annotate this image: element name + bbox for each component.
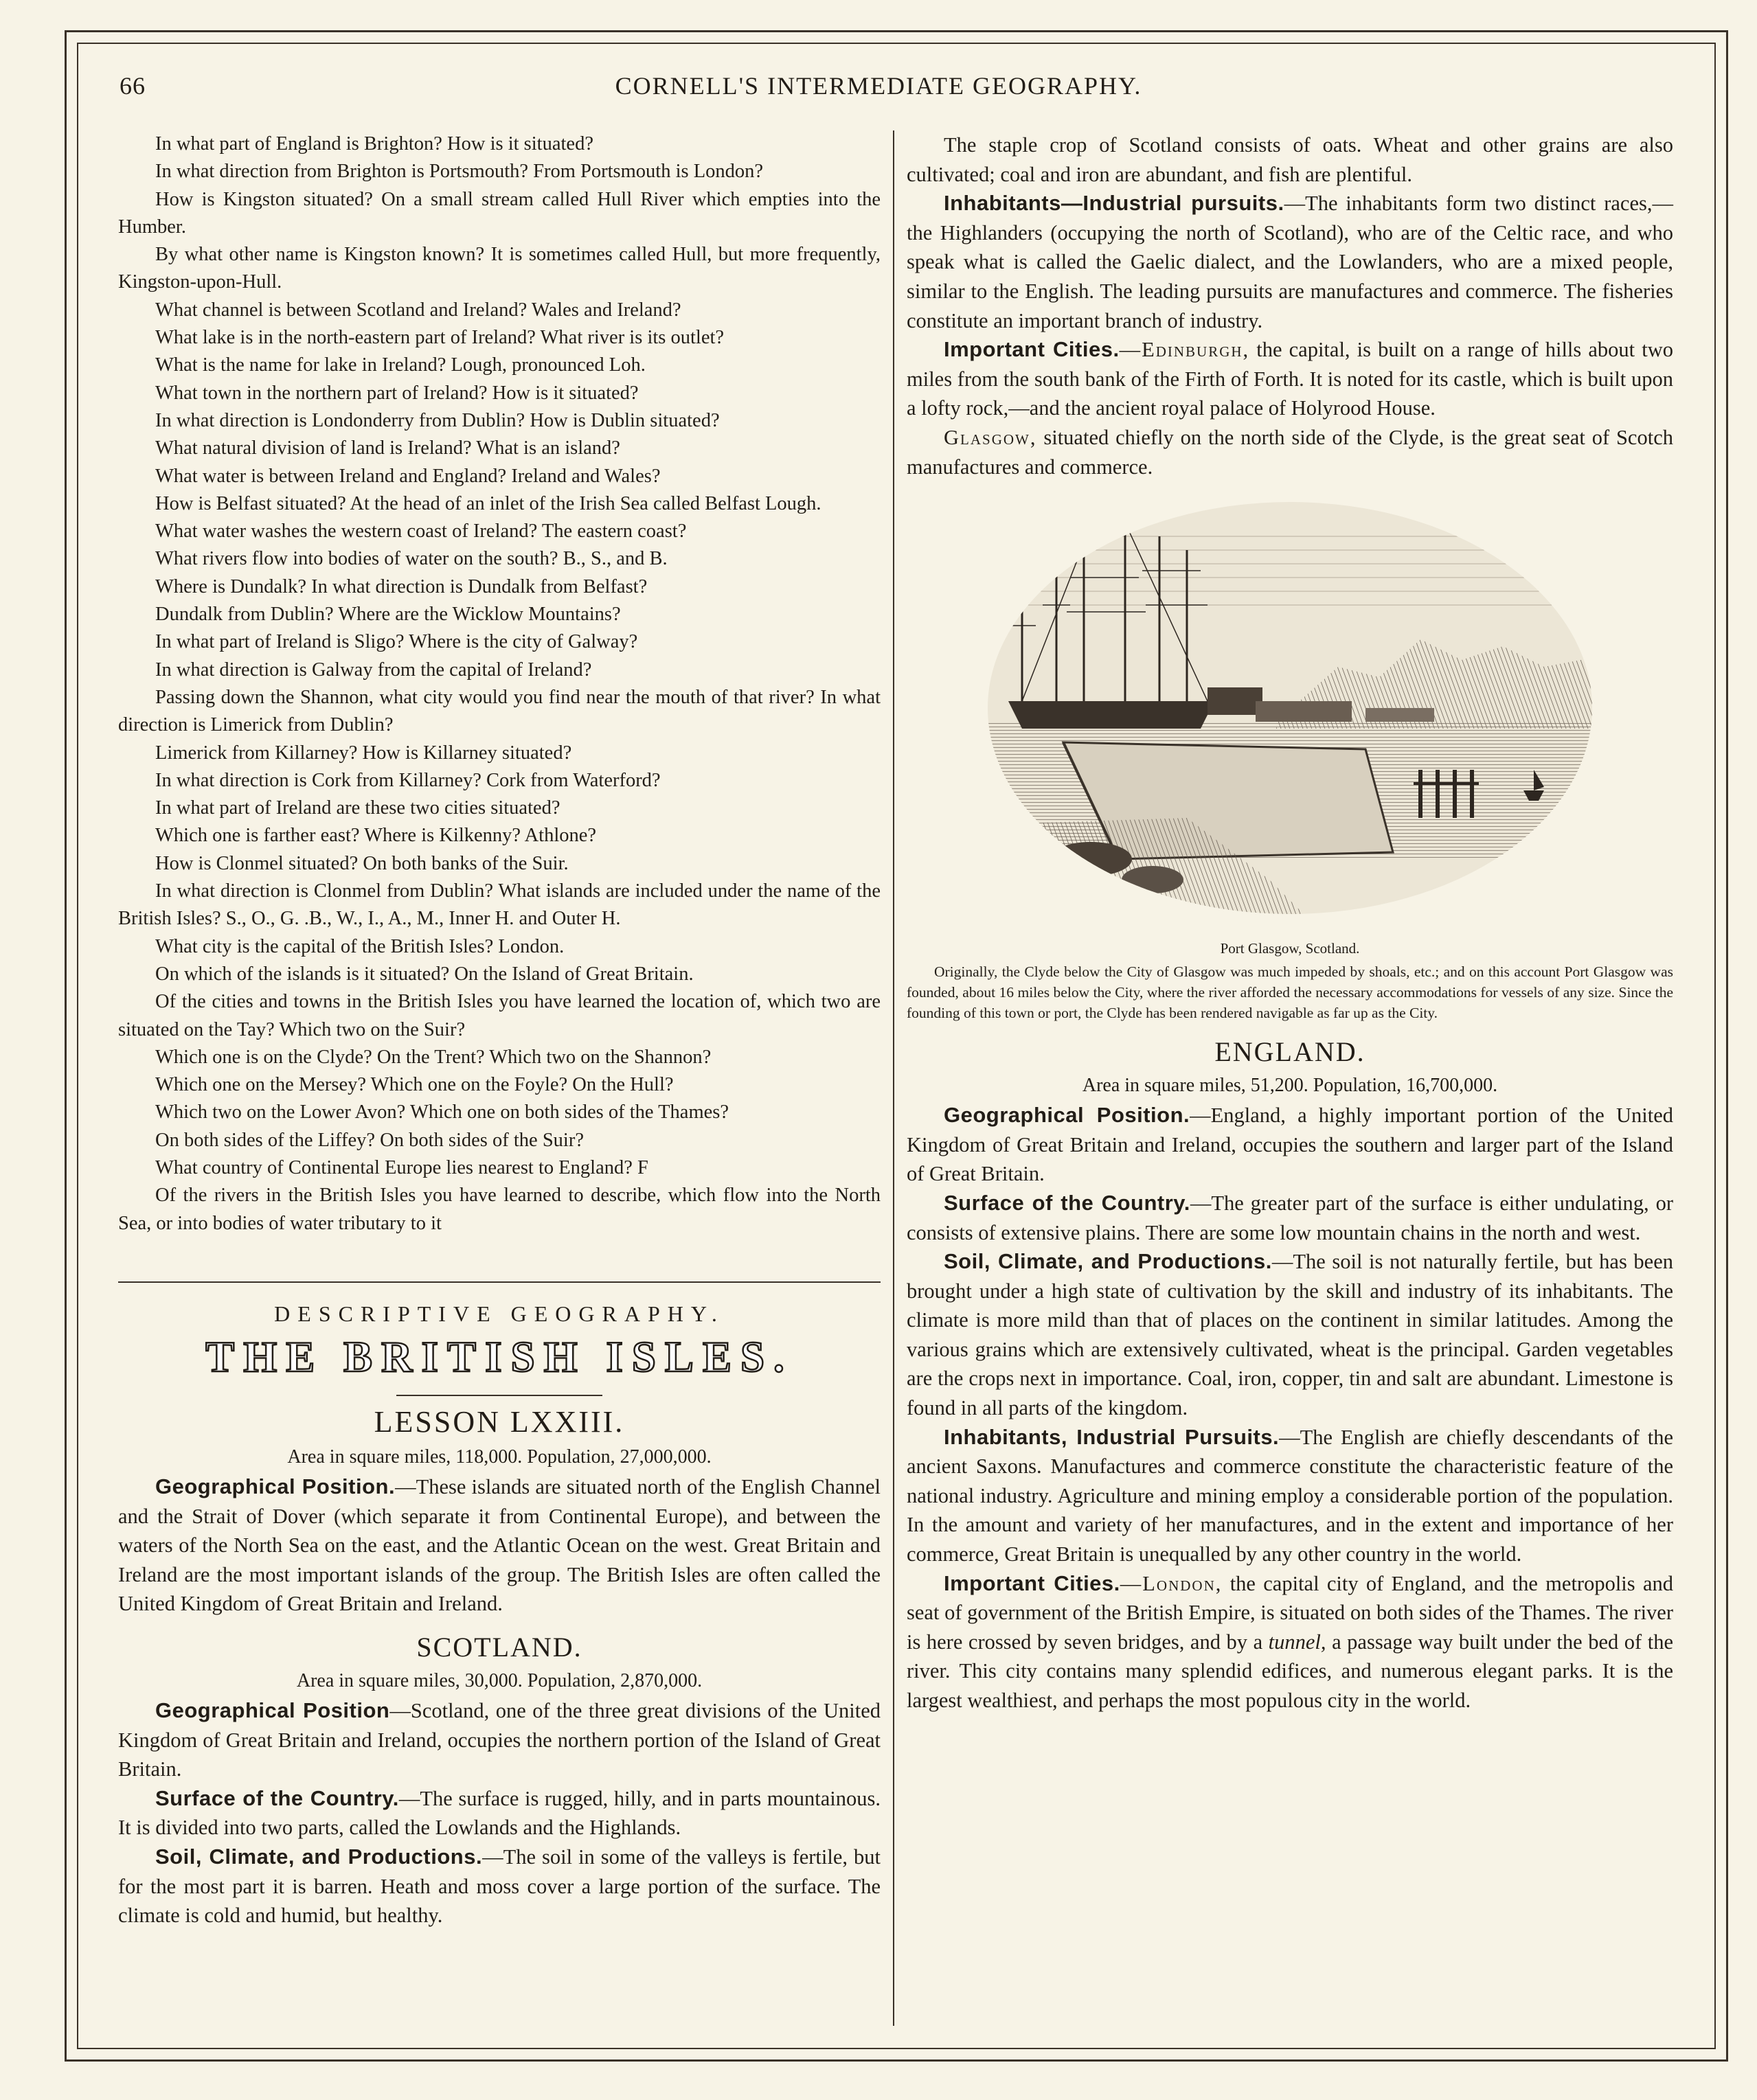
illustration-title: Port Glasgow, Scotland. xyxy=(1220,940,1360,957)
question-item: In what part of England is Brighton? How is it situated? xyxy=(155,133,593,155)
question-item: In what direction is Londonderry from Dublin? How is Dublin situated? xyxy=(155,409,720,431)
question-item: Of the cities and towns in the British Isles you have learned the location of, which two are situated on the Tay? Which two on the Suir? xyxy=(118,991,881,1040)
paragraph-lead: Surface of the Country. xyxy=(944,1190,1190,1215)
section-heading: DESCRIPTIVE GEOGRAPHY. xyxy=(274,1301,725,1326)
scotland-soil: Soil, Climate, and Productions.—The soil in some of the valleys is fertile, but for the most part it is barren. Heath and moss cover a large portion of the surface. The climate is cold and humid, but healthy. xyxy=(118,1844,881,1928)
port-glasgow-engraving xyxy=(981,495,1599,935)
question-item: Limerick from Killarney? How is Killarney situated? xyxy=(155,742,572,764)
paragraph-lead: Important Cities. xyxy=(944,1571,1120,1595)
paragraph-lead: Soil, Climate, and Productions. xyxy=(155,1844,483,1869)
question-item: Where is Dundalk? In what direction is Dundalk from Belfast? xyxy=(155,575,648,597)
question-item: Dundalk from Dublin? Where are the Wicklow Mountains? xyxy=(155,604,621,626)
title-rule xyxy=(396,1395,602,1396)
running-head: CORNELL'S INTERMEDIATE GEOGRAPHY. xyxy=(615,72,1142,100)
question-item: By what other name is Kingston known? It is sometimes called Hull, but more frequently, Kingston-upon-Hull. xyxy=(118,244,881,293)
question-item: How is Belfast situated? At the head of an inlet of the Irish Sea called Belfast Lough. xyxy=(155,492,821,514)
lesson-number: LESSON LXXIII. xyxy=(374,1405,625,1439)
section-separator xyxy=(118,1281,881,1283)
scotland-position: Geographical Position—Scotland, one of the three great divisions of the United Kingdom of Great Britain and Ireland, occupies the northern portion of the Island of Great Britain. xyxy=(118,1698,881,1781)
question-item: In what direction from Brighton is Portsmouth? From Portsmouth is London? xyxy=(155,161,764,183)
england-position: Geographical Position.—England, a highly important portion of the United Kingdom of Great Britain and Ireland, occupies the southern and larger part of the Island of Great Britain. xyxy=(907,1103,1673,1186)
scotland-inhabitants: Inhabitants—Industrial pursuits.—The inhabitants form two distinct races,—the Highlanders (occupying the north of Scotland), who are of the Celtic race, and who speak what is called the Gaelic dialect, and the Lowlanders, who are a mixed people, similar to the English. The leading pursuits are manufactures and commerce. The fisheries constitute an important branch of industry. xyxy=(907,191,1673,332)
paragraph-lead: Surface of the Country. xyxy=(155,1785,399,1810)
paragraph-lead: Geographical Position. xyxy=(155,1474,396,1498)
question-item: Passing down the Shannon, what city would you find near the mouth of that river? In what direction is Limerick from Dublin? xyxy=(118,686,881,736)
question-item: On which of the islands is it situated? On the Island of Great Britain. xyxy=(155,963,694,985)
paragraph-lead: Geographical Position xyxy=(155,1698,390,1722)
question-item: What is the name for lake in Ireland? Lough, pronounced Loh. xyxy=(155,354,646,376)
british-isles-area: Area in square miles, 118,000. Population, 27,000,000. xyxy=(287,1446,712,1468)
question-item: In what direction is Clonmel from Dublin? What islands are included under the name of the British Isles? S., O., G. .B., W., I., A., M., Inner H. and Outer H. xyxy=(118,880,881,930)
question-item: In what part of Ireland are these two cities situated? xyxy=(155,797,560,819)
column-divider xyxy=(893,130,894,2026)
scotland-title: SCOTLAND. xyxy=(416,1631,582,1663)
question-item: What city is the capital of the British Isles? London. xyxy=(155,935,565,957)
right-column xyxy=(907,130,1673,2040)
question-item: What water is between Ireland and England? Ireland and Wales? xyxy=(155,465,661,487)
scotland-area: Area in square miles, 30,000. Population, 2,870,000. xyxy=(296,1669,703,1691)
british-isles-position: Geographical Position.—These islands are situated north of the English Channel and the Strait of Dover (which separate it from Continental Europe), and between the waters of the North Sea on the east, and the Atlantic Ocean on the west. Great Britain and Ireland are the most important islands of the group. The British Isles are often called the United Kingdom of Great Britain and Ireland. xyxy=(118,1474,881,1616)
scotland-staple: The staple crop of Scotland consists of oats. Wheat and other grains are also cultivated; coal and iron are abundant, and fish are plentiful. xyxy=(907,133,1673,186)
paragraph-lead: Inhabitants, Industrial Pursuits. xyxy=(944,1424,1280,1449)
page-number: 66 xyxy=(120,72,146,100)
england-soil: Soil, Climate, and Productions.—The soil is not naturally fertile, but has been brought under a high state of cultivation by the skill and industry of its inhabitants. The climate is more mild than that of places on the continent in similar latitudes. Among the various grains which are extensively cultivated, wheat is the principal. Garden vegetables are the crops next in importance. Coal, iron, copper, tin and salt are abundant. Limestone is found in all parts of the kingdom. xyxy=(907,1249,1673,1420)
question-item: What channel is between Scotland and Ireland? Wales and Ireland? xyxy=(155,299,681,321)
paragraph-lead: Inhabitants—Industrial pursuits. xyxy=(944,191,1284,216)
england-inhabitants: Inhabitants, Industrial Pursuits.—The English are chiefly descendants of the ancient Saxons. Manufactures and commerce constitute the characteristic feature of the national industry. Agriculture and mining employ a considerable portion of the population. In the amount and variety of her manufactures, and in the extent and importance of her commerce, Great Britain is unequalled by any other country in the world. xyxy=(907,1424,1673,1566)
scotland-glasgow: Glasgow, situated chiefly on the north side of the Clyde, is the great seat of Scotch manufactures and commerce. xyxy=(907,425,1673,479)
question-item: In what direction is Galway from the capital of Ireland? xyxy=(155,659,592,681)
illustration-caption: Originally, the Clyde below the City of Glasgow was much impeded by shoals, etc.; and on this account Port Glasgow was founded, about 16 miles below the City, where the river afforded the necessary accommodations for vessels of any size. Since the founding of this town or port, the Clyde has been rendered navigable as far up as the City. xyxy=(907,963,1673,1022)
chapter-title: THE BRITISH ISLES. xyxy=(205,1333,793,1381)
question-item: How is Clonmel situated? On both banks of the Suir. xyxy=(155,852,569,874)
question-item: What town in the northern part of Ireland? How is it situated? xyxy=(155,382,639,404)
question-item: Which two on the Lower Avon? Which one on both sides of the Thames? xyxy=(155,1102,729,1123)
paragraph-lead: Important Cities. xyxy=(944,337,1120,362)
question-item: Which one is farther east? Where is Kilkenny? Athlone? xyxy=(155,825,597,847)
question-item: How is Kingston situated? On a small stream called Hull River which empties into the Humber. xyxy=(118,188,881,238)
question-item: What lake is in the north-eastern part of Ireland? What river is its outlet? xyxy=(155,327,725,349)
question-item: In what direction is Cork from Killarney? Cork from Waterford? xyxy=(155,769,661,791)
question-item: On both sides of the Liffey? On both sides of the Suir? xyxy=(155,1129,584,1151)
paragraph-lead: Soil, Climate, and Productions. xyxy=(944,1249,1272,1274)
scotland-surface: Surface of the Country.—The surface is rugged, hilly, and in parts mountainous. It is divided into two parts, called the Lowlands and the Highlands. xyxy=(118,1785,881,1840)
england-cities: Important Cities.—London, the capital city of England, and the metropolis and seat of government of the British Empire, is situated on both sides of the Thames. The river is here crossed by seven bridges, and by a tunnel, a passage way built under the bed of the river. This city contains many splendid edifices, and numerous elegant parks. It is the largest wealthiest, and perhaps the most populous city in the world. xyxy=(907,1571,1673,1712)
question-list xyxy=(118,130,881,1237)
england-area: Area in square miles, 51,200. Population, 16,700,000. xyxy=(1082,1075,1498,1097)
question-item: Which one is on the Clyde? On the Trent? Which two on the Shannon? xyxy=(155,1046,712,1068)
england-surface: Surface of the Country.—The greater part of the surface is either undulating, or consists of extensive plains. There are some low mountain chains in the north and west. xyxy=(907,1190,1673,1244)
question-item: Of the rivers in the British Isles you have learned to describe, which flow into the North Sea, or into bodies of water tributary to it xyxy=(118,1185,881,1234)
question-item: What rivers flow into bodies of water on the south? B., S., and B. xyxy=(155,548,668,570)
descriptive-geography-section xyxy=(118,1301,881,1928)
england-title: ENGLAND. xyxy=(1214,1036,1365,1068)
question-item: What water washes the western coast of Ireland? The eastern coast? xyxy=(155,521,687,543)
paragraph-lead: Geographical Position. xyxy=(944,1103,1190,1128)
question-item: What country of Continental Europe lies nearest to England? F xyxy=(155,1156,648,1178)
question-item: What natural division of land is Ireland? What is an island? xyxy=(155,437,620,459)
question-item: In what part of Ireland is Sligo? Where is the city of Galway? xyxy=(155,631,638,653)
question-item: Which one on the Mersey? Which one on the Foyle? On the Hull? xyxy=(155,1074,674,1096)
scotland-cities: Important Cities.—Edinburgh, the capital, is built on a range of hills about two miles from the south bank of the Firth of Forth. It is noted for its castle, which is built upon a lofty rock,—and the ancient royal palace of Holyrood House. xyxy=(907,337,1673,420)
